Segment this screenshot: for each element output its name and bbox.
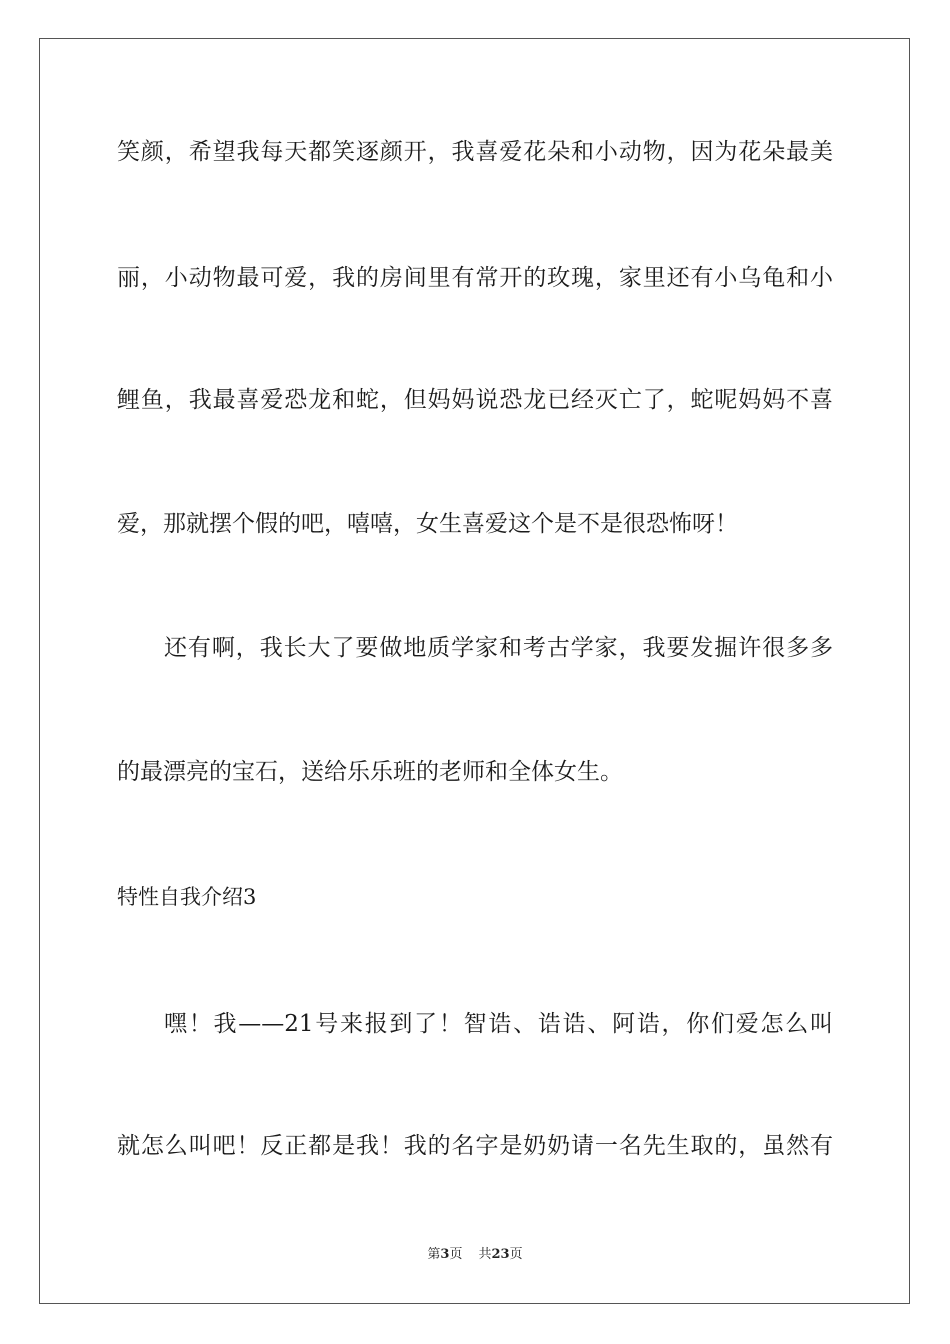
paragraph-line-8: 就怎么叫吧！反正都是我！我的名字是奶奶请一名先生取的，虽然有 (117, 1133, 833, 1159)
page-footer (0, 1245, 950, 1265)
page-border (39, 38, 910, 1304)
section-heading: 特性自我介绍3 (117, 885, 257, 909)
page-suffix: 页 (449, 1247, 463, 1262)
total-prefix: 共 (478, 1247, 492, 1262)
page-prefix: 第 (427, 1247, 441, 1262)
total-suffix: 页 (509, 1247, 523, 1262)
paragraph-line-7: 嘿！我——21号来报到了！智诰、诰诰、阿诰，你们爱怎么叫 (164, 1011, 833, 1037)
paragraph-line-6: 的最漂亮的宝石，送给乐乐班的老师和全体女生。 (117, 759, 623, 785)
paragraph-line-3: 鲤鱼，我最喜爱恐龙和蛇，但妈妈说恐龙已经灭亡了，蛇呢妈妈不喜 (117, 387, 833, 413)
total-page-number: 23 (491, 1247, 510, 1262)
paragraph-line-1: 笑颜，希望我每天都笑逐颜开，我喜爱花朵和小动物，因为花朵最美 (117, 139, 833, 165)
current-page-number: 3 (440, 1247, 450, 1262)
paragraph-line-4: 爱，那就摆个假的吧，嘻嘻，女生喜爱这个是不是很恐怖呀！ (117, 511, 738, 537)
paragraph-line-2: 丽，小动物最可爱，我的房间里有常开的玫瑰，家里还有小乌龟和小 (117, 265, 833, 291)
paragraph-line-5: 还有啊，我长大了要做地质学家和考古学家，我要发掘许很多多 (164, 635, 833, 661)
